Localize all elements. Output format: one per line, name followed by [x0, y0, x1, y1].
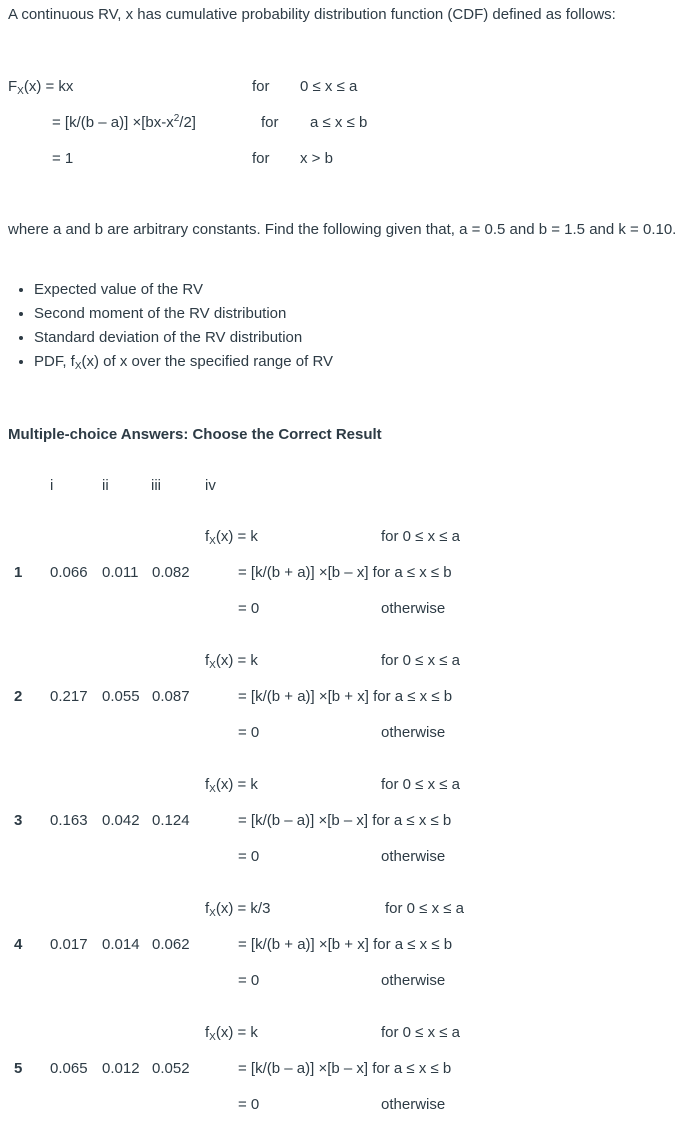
pdf-range-3: otherwise	[381, 972, 446, 989]
value-iii: 0.052	[152, 1060, 190, 1077]
pdf-range-1: for 0 ≤ x ≤ a	[381, 528, 460, 545]
task-item: • PDF, $f_X(x)$ of x over the specified range of RV	[34, 350, 333, 374]
value-i: 0.017	[50, 936, 88, 953]
pdf-line-2: = [k/(b + a)] ×[b + x] for a ≤ x ≤ b	[238, 688, 453, 705]
value-ii: 0.042	[102, 812, 140, 829]
pdf-line-1: $f_X(x) = k/3$	[205, 900, 271, 919]
answer-option[interactable]	[0, 776, 687, 866]
value-i: 0.163	[50, 812, 88, 829]
intro-text: A continuous RV, x has cumulative probability distribution function (CDF) defined as follows:	[8, 6, 616, 23]
pdf-line-3: = 0	[238, 600, 260, 617]
value-i: 0.066	[50, 564, 88, 581]
col-header-ii: ii	[102, 477, 109, 494]
col-header-i: i	[50, 477, 54, 494]
answer-option[interactable]	[0, 900, 687, 990]
pdf-range-3: otherwise	[381, 724, 446, 741]
pdf-line-2: = [k/(b – a)] ×[b – x] for a ≤ x ≤ b	[238, 812, 452, 829]
pdf-line-2: = [k/(b – a)] ×[b – x] for a ≤ x ≤ b	[238, 1060, 452, 1077]
value-ii: 0.011	[102, 564, 139, 581]
pdf-line-1: $f_X(x) = k$	[205, 652, 258, 671]
pdf-line-2: = [k/(b + a)] ×[b + x] for a ≤ x ≤ b	[238, 936, 453, 953]
cdf-row-3-range: x > b	[300, 150, 333, 167]
answer-option[interactable]	[0, 652, 687, 742]
pdf-line-1: $f_X(x) = k$	[205, 776, 258, 795]
pdf-range-1: for 0 ≤ x ≤ a	[381, 776, 460, 793]
value-ii: 0.014	[102, 936, 140, 953]
cdf-row-1-range: 0 ≤ x ≤ a	[300, 78, 358, 95]
cdf-row-1-for: for	[252, 78, 270, 95]
cdf-row-2-range: a ≤ x ≤ b	[310, 114, 368, 131]
value-iii: 0.124	[152, 812, 190, 829]
pdf-line-3: = 0	[238, 972, 260, 989]
pdf-range-3: otherwise	[381, 848, 446, 865]
pdf-line-3: = 0	[238, 848, 260, 865]
pdf-line-3: = 0	[238, 724, 260, 741]
problem-statement: where a and b are arbitrary constants. Find the following given that, a = 0.5 and b = 1.5 and k = 0.10.	[8, 221, 677, 238]
pdf-line-2: = [k/(b + a)] ×[b – x] for a ≤ x ≤ b	[238, 564, 452, 581]
pdf-line-1: $f_X(x) = k$	[205, 1024, 258, 1043]
task-list	[0, 278, 333, 374]
cdf-row-3-expr: = 1	[52, 150, 74, 167]
option-number: 1	[14, 564, 23, 581]
col-header-iv: iv	[205, 477, 216, 494]
pdf-line-1: $f_X(x) = k$	[205, 528, 258, 547]
value-iii: 0.082	[152, 564, 190, 581]
pdf-range-1: for 0 ≤ x ≤ a	[381, 652, 460, 669]
option-number: 5	[14, 1060, 23, 1077]
value-iii: 0.062	[152, 936, 190, 953]
value-ii: 0.012	[102, 1060, 140, 1077]
pdf-line-3: = 0	[238, 1096, 260, 1113]
cdf-row-3-for: for	[252, 150, 270, 167]
pdf-range-3: otherwise	[381, 1096, 446, 1113]
pdf-range-1: for 0 ≤ x ≤ a	[385, 900, 464, 917]
value-iii: 0.087	[152, 688, 190, 705]
option-number: 4	[14, 936, 23, 953]
option-number: 3	[14, 812, 23, 829]
task-item: • Standard deviation of the RV distribution	[34, 326, 333, 350]
answer-option[interactable]	[0, 1024, 687, 1114]
col-header-iii: iii	[151, 477, 161, 494]
cdf-row-1-expr: $F_X(x)$ = kx	[8, 78, 74, 97]
cdf-row-2-for: for	[261, 114, 279, 131]
value-ii: 0.055	[102, 688, 140, 705]
value-i: 0.217	[50, 688, 88, 705]
pdf-range-3: otherwise	[381, 600, 446, 617]
value-i: 0.065	[50, 1060, 88, 1077]
mc-heading: Multiple-choice Answers: Choose the Correct Result	[8, 426, 382, 443]
task-item: • Expected value of the RV	[34, 278, 333, 302]
cdf-row-2-expr: = $[k/(b - a)] \times[bx-x^2/2]$	[52, 113, 196, 131]
answer-option[interactable]	[0, 528, 687, 618]
option-number: 2	[14, 688, 23, 705]
task-item: • Second moment of the RV distribution	[34, 302, 333, 326]
pdf-range-1: for 0 ≤ x ≤ a	[381, 1024, 460, 1041]
